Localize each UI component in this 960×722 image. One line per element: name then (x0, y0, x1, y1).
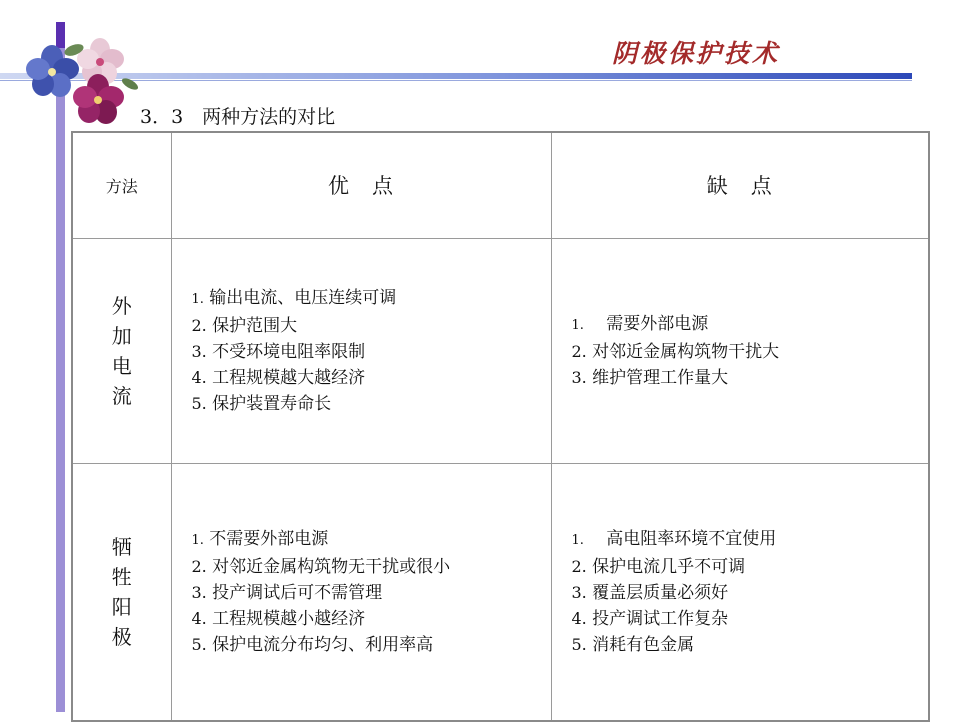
list-item: 2. 对邻近金属构筑物无干扰或很小 (191, 556, 451, 577)
advantages-list (172, 285, 551, 417)
section-heading: 3．3 两种方法的对比 (140, 106, 336, 128)
disadvantages-list (552, 311, 929, 391)
list-item: 1. 输出电流、电压连续可调 (191, 287, 397, 308)
list-item: 1. 高电阻率环境不宜使用 (571, 528, 777, 549)
list-item: 2. 保护电流几乎不可调 (571, 556, 746, 577)
method-char: 阳 (111, 594, 132, 619)
method-cell-sacrificial-anode (72, 463, 171, 721)
flower-decoration-image (14, 38, 144, 130)
list-item: 5. 保护电流分布均匀、利用率高 (191, 634, 434, 655)
header-disadvantages: 缺 点 (551, 132, 929, 238)
advantages-cell (171, 463, 551, 721)
method-char: 流 (111, 383, 132, 408)
list-item: 2. 保护范围大 (191, 315, 298, 336)
list-item: 3. 维护管理工作量大 (571, 367, 729, 388)
method-char: 牲 (111, 564, 132, 589)
method-cell-impressed-current (72, 238, 171, 463)
list-item: 5. 保护装置寿命长 (191, 393, 332, 414)
list-item: 4. 投产调试工作复杂 (571, 608, 729, 629)
disadvantages-list (552, 526, 929, 658)
advantages-cell (171, 238, 551, 463)
advantages-list (172, 526, 551, 658)
disadvantages-cell (551, 238, 929, 463)
list-item: 4. 工程规模越小越经济 (191, 608, 366, 629)
method-char: 电 (111, 353, 132, 378)
brand-title: 阴极保护技术 (612, 39, 781, 68)
header-advantages: 优 点 (171, 132, 551, 238)
list-item: 1. 不需要外部电源 (191, 528, 329, 549)
list-item: 3. 不受环境电阻率限制 (191, 341, 366, 362)
method-char: 外 (111, 293, 132, 318)
list-item: 5. 消耗有色金属 (571, 634, 695, 655)
list-item: 3. 投产调试后可不需管理 (191, 582, 383, 603)
method-char: 加 (111, 323, 132, 348)
list-item: 3. 覆盖层质量必须好 (571, 582, 729, 603)
list-item: 4. 工程规模越大越经济 (191, 367, 366, 388)
method-char: 极 (111, 624, 132, 649)
comparison-table (71, 131, 930, 722)
list-item: 1. 需要外部电源 (571, 313, 709, 334)
header-method: 方法 (72, 132, 171, 238)
flower-magenta (73, 74, 124, 124)
list-item: 2. 对邻近金属构筑物干扰大 (571, 341, 780, 362)
method-char: 牺 (111, 534, 132, 559)
table-row (72, 463, 929, 721)
table-row (72, 238, 929, 463)
table-header-row (72, 132, 929, 238)
disadvantages-cell (551, 463, 929, 721)
